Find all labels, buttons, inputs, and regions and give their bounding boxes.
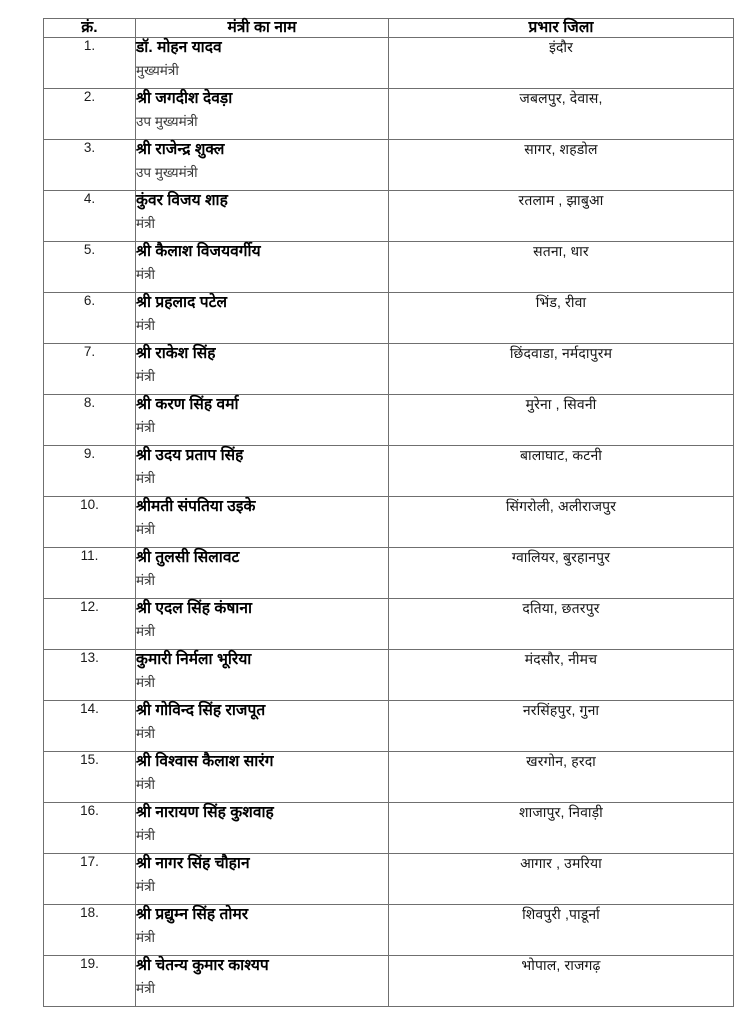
cell-serial-number xyxy=(44,241,136,292)
district-text: भिंड, रीवा xyxy=(535,293,587,310)
minister-name-text: श्री करण सिंह वर्मा xyxy=(136,395,239,413)
serial-number-text: 13. xyxy=(80,649,99,665)
minister-name-text: डॉ. मोहन यादव xyxy=(136,38,222,56)
table-row xyxy=(44,802,734,853)
table-row xyxy=(44,904,734,955)
minister-designation-text: मंत्री xyxy=(136,369,156,385)
district-text: छिंदवाडा, नर्मदापुरम xyxy=(509,344,613,361)
cell-district xyxy=(389,751,734,802)
minister-designation-text: मंत्री xyxy=(136,471,156,487)
minister-designation-text: मंत्री xyxy=(136,828,156,844)
cell-minister-name xyxy=(136,955,389,1006)
minister-name-text: श्री प्रद्युम्न सिंह तोमर xyxy=(136,905,249,923)
cell-district xyxy=(389,598,734,649)
table-row xyxy=(44,139,734,190)
column-header-minister-name xyxy=(136,19,389,38)
cell-district xyxy=(389,394,734,445)
cell-serial-number xyxy=(44,751,136,802)
cell-serial-number xyxy=(44,904,136,955)
minister-designation-text: उप मुख्यमंत्री xyxy=(136,114,198,130)
district-text: शाजापुर, निवाड़ी xyxy=(519,803,603,820)
minister-designation-text: मंत्री xyxy=(136,675,156,691)
minister-designation-text: मुख्यमंत्री xyxy=(136,63,179,79)
minister-name-text: श्री चेतन्य कुमार काश्यप xyxy=(136,956,269,974)
minister-name-text: श्री गोविन्द सिंह राजपूत xyxy=(136,701,266,719)
cell-district xyxy=(389,190,734,241)
cell-serial-number xyxy=(44,343,136,394)
cell-district xyxy=(389,88,734,139)
cell-minister-name xyxy=(136,190,389,241)
minister-name-text: श्री राकेश सिंह xyxy=(136,344,216,362)
table-row xyxy=(44,88,734,139)
district-text: सागर, शहडोल xyxy=(524,140,598,157)
serial-number-text: 10. xyxy=(80,496,99,512)
minister-designation-text: मंत्री xyxy=(136,624,156,640)
minister-designation-text: मंत्री xyxy=(136,981,156,997)
serial-number-text: 5. xyxy=(83,241,96,257)
district-text: नरसिंहपुर, गुना xyxy=(522,701,600,718)
table-row xyxy=(44,700,734,751)
column-header-district-label: प्रभार जिला xyxy=(528,19,594,36)
cell-minister-name xyxy=(136,853,389,904)
minister-designation-text: मंत्री xyxy=(136,777,156,793)
district-text: इंदौर xyxy=(548,38,574,55)
cell-minister-name xyxy=(136,547,389,598)
cell-district xyxy=(389,802,734,853)
district-text: खरगोन, हरदा xyxy=(526,752,596,769)
table-header xyxy=(44,19,734,38)
serial-number-text: 7. xyxy=(83,343,96,359)
table-row xyxy=(44,751,734,802)
table-body xyxy=(44,37,734,1006)
table-row xyxy=(44,343,734,394)
serial-number-text: 12. xyxy=(80,598,99,614)
cell-serial-number xyxy=(44,496,136,547)
cell-district xyxy=(389,649,734,700)
cell-district xyxy=(389,700,734,751)
column-header-serial-number-label: क्रं. xyxy=(81,19,98,36)
district-text: जबलपुर, देवास, xyxy=(519,89,603,106)
district-text: भोपाल, राजगढ़ xyxy=(521,956,601,973)
cell-minister-name xyxy=(136,904,389,955)
table-row xyxy=(44,37,734,88)
cell-minister-name xyxy=(136,394,389,445)
cell-district xyxy=(389,139,734,190)
serial-number-text: 1. xyxy=(83,37,96,53)
cell-minister-name xyxy=(136,649,389,700)
minister-designation-text: मंत्री xyxy=(136,420,156,436)
minister-designation-text: मंत्री xyxy=(136,879,156,895)
cell-district xyxy=(389,445,734,496)
cell-serial-number xyxy=(44,88,136,139)
cell-serial-number xyxy=(44,190,136,241)
minister-name-text: श्री प्रहलाद पटेल xyxy=(136,293,228,311)
cell-serial-number xyxy=(44,955,136,1006)
minister-designation-text: मंत्री xyxy=(136,930,156,946)
column-header-district xyxy=(389,19,734,38)
district-text: शिवपुरी ,पाडूर्ना xyxy=(522,905,600,922)
cell-serial-number xyxy=(44,598,136,649)
minister-name-text: कुमारी निर्मला भूरिया xyxy=(136,650,252,668)
minister-designation-text: मंत्री xyxy=(136,522,156,538)
district-text: मंदसौर, नीमच xyxy=(524,650,598,667)
cell-district xyxy=(389,292,734,343)
serial-number-text: 14. xyxy=(80,700,99,716)
minister-designation-text: उप मुख्यमंत्री xyxy=(136,165,198,181)
cell-serial-number xyxy=(44,700,136,751)
cell-district xyxy=(389,496,734,547)
district-text: बालाघाट, कटनी xyxy=(519,446,603,463)
cell-minister-name xyxy=(136,88,389,139)
cell-minister-name xyxy=(136,700,389,751)
cell-district xyxy=(389,955,734,1006)
cell-district xyxy=(389,853,734,904)
minister-designation-text: मंत्री xyxy=(136,726,156,742)
serial-number-text: 2. xyxy=(83,88,96,104)
cell-minister-name xyxy=(136,241,389,292)
table-row xyxy=(44,394,734,445)
minister-name-text: श्री जगदीश देवड़ा xyxy=(136,89,233,107)
cell-serial-number xyxy=(44,649,136,700)
cell-minister-name xyxy=(136,496,389,547)
serial-number-text: 17. xyxy=(80,853,99,869)
table-row xyxy=(44,190,734,241)
serial-number-text: 9. xyxy=(83,445,96,461)
minister-designation-text: मंत्री xyxy=(136,267,156,283)
minister-designation-text: मंत्री xyxy=(136,216,156,232)
table-row xyxy=(44,241,734,292)
minister-name-text: श्री विश्वास कैलाश सारंग xyxy=(136,752,274,770)
cell-minister-name xyxy=(136,37,389,88)
cell-serial-number xyxy=(44,139,136,190)
cell-minister-name xyxy=(136,343,389,394)
cell-district xyxy=(389,241,734,292)
cell-minister-name xyxy=(136,445,389,496)
table-row xyxy=(44,547,734,598)
district-text: ग्वालियर, बुरहानपुर xyxy=(511,548,611,565)
minister-designation-text: मंत्री xyxy=(136,573,156,589)
cell-serial-number xyxy=(44,853,136,904)
table-row xyxy=(44,496,734,547)
cell-minister-name xyxy=(136,598,389,649)
district-text: रतलाम , झाबुआ xyxy=(518,191,604,208)
cell-district xyxy=(389,904,734,955)
cell-minister-name xyxy=(136,802,389,853)
minister-name-text: श्री नागर सिंह चौहान xyxy=(136,854,250,872)
serial-number-text: 6. xyxy=(83,292,96,308)
cell-serial-number xyxy=(44,547,136,598)
minister-name-text: श्री उदय प्रताप सिंह xyxy=(136,446,244,464)
minister-name-text: श्री कैलाश विजयवर्गीय xyxy=(136,242,261,260)
table-row xyxy=(44,292,734,343)
cell-serial-number xyxy=(44,394,136,445)
column-header-minister-name-label: मंत्री का नाम xyxy=(227,19,297,36)
ministers-table xyxy=(43,18,734,1007)
table-row xyxy=(44,598,734,649)
cell-serial-number xyxy=(44,802,136,853)
serial-number-text: 18. xyxy=(80,904,99,920)
minister-name-text: श्री तुलसी सिलावट xyxy=(136,548,240,566)
cell-serial-number xyxy=(44,292,136,343)
serial-number-text: 15. xyxy=(80,751,99,767)
table-header-row xyxy=(44,19,734,38)
cell-serial-number xyxy=(44,445,136,496)
table-row xyxy=(44,955,734,1006)
district-text: आगार , उमरिया xyxy=(520,854,602,871)
cell-minister-name xyxy=(136,751,389,802)
serial-number-text: 11. xyxy=(80,547,99,563)
minister-name-text: श्री एदल सिंह कंषाना xyxy=(136,599,253,617)
district-text: दतिया, छतरपुर xyxy=(522,599,600,616)
district-text: सतना, धार xyxy=(533,242,589,259)
serial-number-text: 3. xyxy=(83,139,96,155)
minister-name-text: श्रीमती संपतिया उइके xyxy=(136,497,256,515)
table-row xyxy=(44,445,734,496)
district-text: मुरेना , सिवनी xyxy=(525,395,597,412)
column-header-serial-number xyxy=(44,19,136,38)
cell-district xyxy=(389,547,734,598)
minister-name-text: श्री राजेन्द्र शुक्ल xyxy=(136,140,225,158)
serial-number-text: 4. xyxy=(83,190,96,206)
serial-number-text: 19. xyxy=(80,955,99,971)
cell-minister-name xyxy=(136,292,389,343)
table-row xyxy=(44,649,734,700)
minister-designation-text: मंत्री xyxy=(136,318,156,334)
minister-name-text: श्री नारायण सिंह कुशवाह xyxy=(136,803,274,821)
cell-district xyxy=(389,37,734,88)
cell-serial-number xyxy=(44,37,136,88)
district-text: सिंगरोली, अलीराजपुर xyxy=(505,497,617,514)
serial-number-text: 16. xyxy=(80,802,99,818)
cell-district xyxy=(389,343,734,394)
serial-number-text: 8. xyxy=(83,394,96,410)
cell-minister-name xyxy=(136,139,389,190)
table-row xyxy=(44,853,734,904)
minister-name-text: कुंवर विजय शाह xyxy=(136,191,228,209)
